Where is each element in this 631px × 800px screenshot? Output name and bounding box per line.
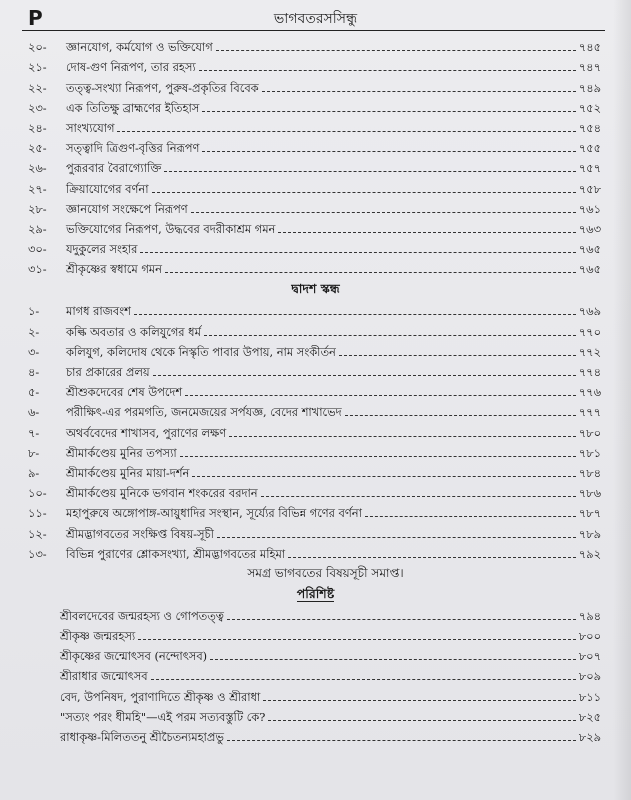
dotted-leader [117,130,575,132]
chapter-number: ৩১- [28,262,47,277]
toc-entry [66,305,601,318]
chapter-title: মাগধ রাজবংশ [66,304,131,319]
dotted-leader [202,150,575,152]
toc-group-one [0,36,631,278]
chapter-title: শ্রীবলদেবের জন্মরহস্য ও গোপতত্ত্ব [60,608,224,623]
toc-entry [66,447,601,460]
toc-row [0,421,631,441]
toc-row [0,157,631,177]
dotted-leader [227,618,576,620]
chapter-title: শ্রীমদ্ভাগবতের সংক্ষিপ্ত বিষয়-সূচী [66,526,214,541]
toc-entry [66,467,601,480]
toc-row [0,97,631,117]
page-number: ৭৯৪ [578,608,601,623]
page-number: ৭৮৯ [578,526,601,541]
toc-row [0,36,631,56]
page-edge-shadow [613,0,631,800]
dotted-leader [365,515,576,517]
chapter-title: রাধাকৃষ্ণ-মিলিততনু শ্রীচৈতন্যমহাপ্রভু [60,730,224,744]
chapter-number: ৯- [28,465,40,480]
chapter-title: শ্রীমার্কণ্ডেয় মুনির তপস্যা [66,445,177,460]
page-number: ৮০০ [578,629,601,644]
chapter-title: কল্কি অবতার ও কলিযুগের ধর্ম [66,324,201,339]
toc-entry [66,243,601,256]
chapter-title: শ্রীমার্কণ্ডেয় মুনিকে ভগবান শংকরের বরদান [66,486,258,501]
page-number: ৭৭৪ [578,365,601,379]
toc-row [0,258,631,278]
page-number: ৮২৯ [578,730,601,744]
dotted-leader [191,211,576,213]
chapter-number: ৮- [28,445,40,460]
chapter-title: শ্রীরাধার জন্মোৎসব [60,669,148,684]
toc-entry [66,507,601,520]
toc-row [0,300,631,320]
toc-entry [66,122,601,135]
page-number: ৮০৭ [578,649,601,664]
toc-row [0,401,631,421]
chapter-title: সাংখ্যযোগ [66,120,115,135]
toc-row [0,198,631,218]
chapter-title: শ্রীমার্কণ্ডেয় মুনির মায়া-দর্শন [66,465,190,480]
page-number: ৮১১ [578,689,601,704]
page-number: ৭৮৭ [578,506,601,521]
toc-row [0,522,631,542]
dotted-leader [180,455,576,457]
page-number: ৭৯২ [578,546,601,561]
dotted-leader [151,678,576,680]
chapter-number: ৩০- [28,242,47,257]
dotted-leader [165,271,576,273]
page-number: ৭৫৭ [578,161,601,176]
chapter-number: ২০- [28,40,47,55]
dotted-leader [278,231,575,233]
dotted-leader [217,536,576,538]
toc-row [0,625,631,645]
end-note: সমগ্র ভাগবতের বিষয়সূচী সমাপ্ত। [247,565,404,580]
toc-row [0,117,631,137]
section-heading [0,278,631,300]
chapter-number: ৭- [28,425,40,440]
toc-entry [66,406,601,419]
chapter-number: ৬- [28,405,40,420]
chapter-number: ২৮- [28,201,47,216]
dotted-leader [185,394,576,396]
chapter-title: পুরূরবার বৈরাগ্যোক্তি [66,161,162,176]
toc-row [0,238,631,258]
toc-entry [66,528,601,541]
toc-row [0,76,631,96]
toc-entry [66,366,601,379]
chapter-number: ২১- [28,60,47,75]
dotted-leader [210,658,576,660]
toc-entry [60,630,601,643]
chapter-number: ৩- [28,344,40,359]
chapter-number: ২৫- [28,141,47,156]
toc-row [0,56,631,76]
dotted-leader [192,475,576,477]
toc-row [0,706,631,726]
toc-row [0,381,631,401]
page-number: ৭৫৫ [578,141,601,156]
page-letter: P [28,6,43,30]
toc-row [0,482,631,502]
page-number: ৭৬৫ [578,242,601,257]
dotted-leader [268,719,575,721]
dotted-leader [227,739,576,741]
page-number: ৭৮৬ [578,486,601,501]
toc-appendix [0,605,631,746]
toc-row [0,726,631,746]
dotted-leader [204,334,576,336]
chapter-number: ২২- [28,80,47,95]
chapter-number: ২- [28,324,40,339]
dotted-leader [288,556,576,558]
toc-entry [66,386,601,399]
page-number: ৭৮৪ [578,465,601,480]
page-number: ৭৬১ [578,201,601,216]
chapter-title: কলিযুগ, কলিদোষ থেকে নিস্কৃতি পাবার উপায়, নাম সংকীর্তন [66,344,336,359]
toc-entry [66,427,601,440]
chapter-title: সত্ত্বাদি ত্রিগুণ-বৃত্তির নিরূপণ [66,141,200,156]
toc-entry [66,487,601,500]
page-number: ৭৭৭ [578,405,601,420]
dotted-leader [153,374,576,376]
chapter-title: বিভিন্ন পুরাণের শ্লোকসংখ্যা, শ্রীমদ্ভাগবতের মহিমা [66,546,286,561]
toc-entry [66,162,601,175]
chapter-number: ২৬- [28,161,47,176]
toc-row [0,320,631,340]
chapter-title: জ্ঞানযোগ, কর্মযোগ ও ভক্তিযোগ [66,40,213,55]
chapter-number: ২৩- [28,100,47,115]
toc-row [0,361,631,381]
toc-entry [60,650,601,663]
page-number: ৭৪৫ [578,40,601,55]
page-number: ৭৮০ [578,425,601,440]
page-number: ৭৭৬ [578,385,601,400]
toc-row [0,177,631,197]
toc-row [0,665,631,685]
toc-entry [66,102,601,115]
chapter-title: অথর্ববেদের শাখাসব, পুরাণের লক্ষণ [66,425,227,440]
toc-entry [66,183,601,196]
dotted-leader [345,414,576,416]
toc-entry [66,346,601,359]
dotted-leader [263,699,576,701]
toc-row [0,137,631,157]
toc-row [0,462,631,482]
chapter-title: পরীক্ষিৎ-এর পরমগতি, জনমেজয়ের সর্পযজ্ঞ, বেদের শাখাভেদ [66,405,342,420]
page-header [0,0,631,34]
toc-row [0,442,631,462]
page-number: ৭৫৪ [578,120,601,135]
header-divider [22,30,605,31]
toc-row [0,543,631,563]
chapter-number: ১৩- [28,546,47,561]
table-of-contents [0,36,631,746]
dotted-leader [262,90,576,92]
chapter-number: ২৯- [28,221,47,236]
chapter-title: জ্ঞানযোগ সংক্ষেপে নিরূপণ [66,201,188,216]
page-number: ৮০৯ [578,669,601,684]
toc-row [0,605,631,625]
chapter-number: ১১- [28,506,47,521]
toc-entry [66,223,601,236]
page-number: ৭৬৩ [578,221,601,236]
dotted-leader [138,638,576,640]
toc-entry [66,548,601,561]
chapter-number: ৫- [28,385,40,400]
page-number: ৭৬৫ [578,262,601,277]
chapter-title: দোষ-গুণ নিরূপণ, তার রহস্য [66,60,196,75]
chapter-title: "সত্যং পরং ধীমহি"—এই পরম সত্যবস্তুটি কে? [60,709,266,724]
toc-row [0,502,631,522]
chapter-number: ২৪- [28,120,47,135]
toc-entry [60,670,601,683]
appendix-heading [0,583,631,605]
dotted-leader [216,49,576,51]
page-number: ৮২৫ [578,709,601,724]
toc-entry [66,326,601,339]
chapter-title: মহাপুরুষে অঙ্গোপাঙ্গ-আয়ুধাদির সংস্থান, সূর্য্যের বিভিন্ন গণের বর্ণনা [66,506,362,521]
appendix-heading-text: পরিশিষ্ট [296,585,335,601]
toc-entry [66,41,601,54]
chapter-number: ১২- [28,526,47,541]
toc-row [0,685,631,705]
toc-entry [66,203,601,216]
dotted-leader [229,435,576,437]
toc-row [0,218,631,238]
dotted-leader [164,170,575,172]
chapter-title: শ্রীকৃষ্ণের জন্মোৎসব (নন্দোৎসব) [60,649,208,664]
chapter-number: ৪- [28,365,40,379]
dotted-leader [339,354,576,356]
chapter-title: শ্রীকৃষ্ণ জন্মরহস্য [60,629,136,644]
toc-entry [66,82,601,95]
toc-group-two [0,300,631,562]
dotted-leader [152,191,576,193]
page-number: ৭৭২ [578,344,601,359]
page-number: ৭৬৯ [578,304,601,319]
chapter-title: ভক্তিযোগের নিরূপণ, উদ্ধবের বদরীকাশ্রম গমন [66,221,276,236]
chapter-title: বেদ, উপনিষদ, পুরাণাদিতে শ্রীকৃষ্ণ ও শ্রীরাধা [60,689,261,704]
page-number: ৭৪৭ [578,60,601,75]
chapter-title: তত্ত্ব-সংখ্যা নিরূপণ, পুরুষ-প্রকৃতির বিবেক [66,80,259,95]
dotted-leader [134,313,576,315]
chapter-title: ক্রিয়াযোগের বর্ণনা [66,181,149,196]
toc-row [0,341,631,361]
dotted-leader [199,69,576,71]
dotted-leader [202,110,576,112]
chapter-title: শ্রীশুকদেবের শেষ উপদেশ [66,385,183,400]
page-number: ৭৮১ [578,445,601,460]
chapter-title: চার প্রকারের প্রলয় [66,365,150,379]
chapter-title: যদুকুলের সংহার [66,242,138,257]
dotted-leader [261,495,576,497]
page-number: ৭৭০ [578,324,601,339]
toc-row [0,645,631,665]
book-title: ভাগবতরসসিন্ধু [273,11,358,27]
chapter-number: ১০- [28,486,47,501]
chapter-number: ১- [28,304,40,319]
page-number: ৭৪৯ [578,80,601,95]
toc-entry [66,263,601,276]
section-heading-text: দ্বাদশ স্কন্ধ [291,281,340,297]
chapter-title: এক তিতিক্ষু ব্রাহ্মণের ইতিহাস [66,100,200,115]
dotted-leader [140,251,575,253]
toc-entry [60,691,601,704]
toc-entry [60,610,601,623]
page-number: ৭৫৮ [578,181,601,196]
toc-entry [60,731,601,744]
chapter-number: ২৭- [28,181,47,196]
toc-entry [66,61,601,74]
chapter-title: শ্রীকৃষ্ণের স্বধামে গমন [66,262,162,277]
toc-entry [66,142,601,155]
page-number: ৭৫২ [578,100,601,115]
toc-entry [60,711,601,724]
